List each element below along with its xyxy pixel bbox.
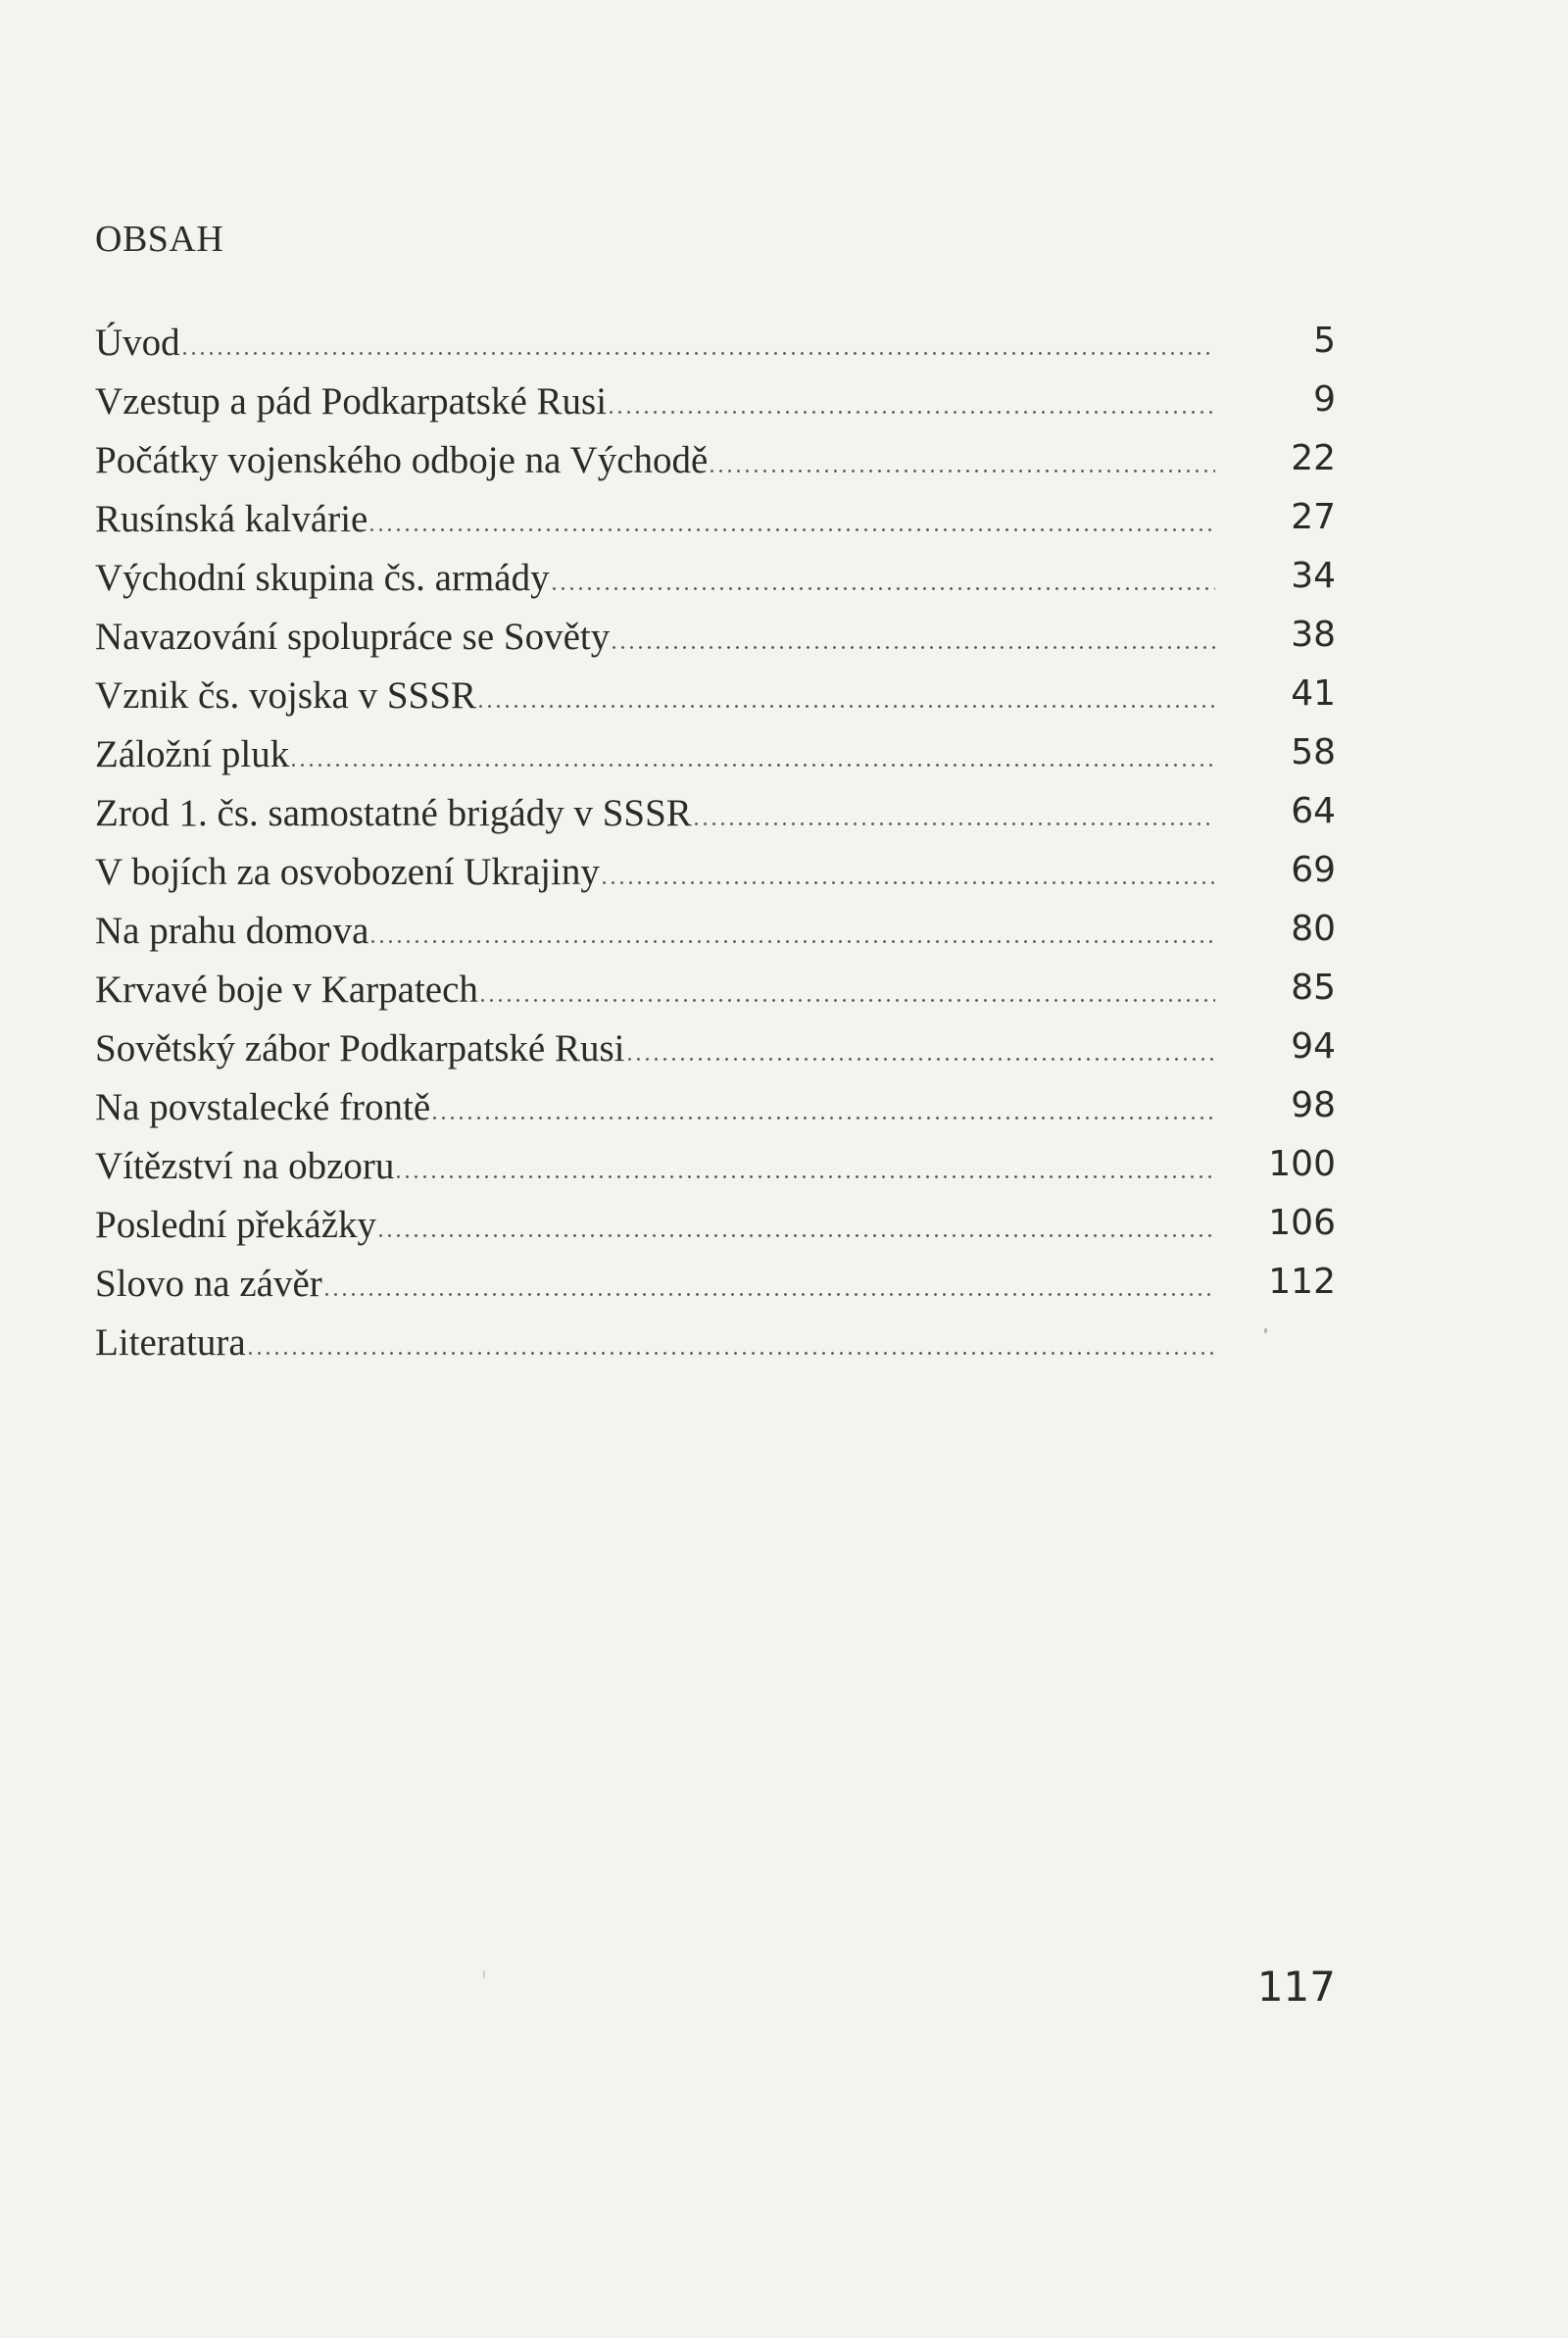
toc-entry-title: Na prahu domova <box>95 910 369 952</box>
dot-leader <box>180 352 1215 355</box>
toc-entry-title: Vznik čs. vojska v SSSR <box>95 674 476 717</box>
toc-entry <box>95 791 1336 850</box>
dot-leader <box>322 1293 1215 1296</box>
toc-entry-page: 34 <box>1291 556 1336 596</box>
toc-entry-title: Zrod 1. čs. samostatné brigády v SSSR <box>95 792 692 834</box>
toc-entry <box>95 1026 1336 1085</box>
toc-entry-page: 100 <box>1268 1144 1336 1184</box>
dot-leader <box>368 940 1215 943</box>
toc-entry-title: Úvod <box>95 322 180 364</box>
toc-entry-page: 69 <box>1291 850 1336 890</box>
toc-entry-title: Slovo na závěr <box>95 1263 322 1305</box>
toc-entry <box>95 732 1336 791</box>
toc-entry-title: Rusínská kalvárie <box>95 498 368 540</box>
toc-entry <box>95 1320 1336 1379</box>
dot-leader <box>289 764 1215 767</box>
toc-entry-title: Na povstalecké frontě <box>95 1086 431 1128</box>
toc-entry <box>95 850 1336 909</box>
toc-entry-page: 80 <box>1291 909 1336 949</box>
dot-leader <box>600 881 1215 884</box>
toc-entry-title: Sovětský zábor Podkarpatské Rusi <box>95 1027 625 1070</box>
toc-entry <box>95 909 1336 968</box>
toc-entry-page: 106 <box>1268 1203 1336 1243</box>
toc-entry-page: 9 <box>1313 379 1336 420</box>
table-of-contents <box>95 321 1336 1379</box>
toc-entry-page: 58 <box>1291 732 1336 772</box>
toc-entry <box>95 497 1336 556</box>
toc-entry <box>95 1203 1336 1262</box>
dot-leader <box>476 705 1215 708</box>
toc-entry-page: 94 <box>1291 1026 1336 1067</box>
dot-leader <box>246 1352 1215 1355</box>
dot-leader <box>625 1058 1215 1061</box>
toc-entry <box>95 673 1336 732</box>
toc-entry <box>95 615 1336 673</box>
toc-entry-page: 98 <box>1291 1085 1336 1125</box>
toc-entry-page: 38 <box>1291 615 1336 655</box>
contents-heading: OBSAH <box>95 219 224 260</box>
toc-entry <box>95 1085 1336 1144</box>
dot-leader <box>368 528 1215 531</box>
print-speck <box>1264 1328 1267 1333</box>
toc-entry-title: Vzestup a pád Podkarpatské Rusi <box>95 380 608 423</box>
dot-leader <box>692 822 1215 825</box>
toc-entry <box>95 321 1336 379</box>
toc-entry-title: Navazování spolupráce se Sověty <box>95 616 611 658</box>
toc-entry-page: 41 <box>1291 673 1336 714</box>
toc-entry-page: 5 <box>1313 321 1336 361</box>
toc-entry-title: Literatura <box>95 1321 246 1364</box>
toc-entry <box>95 556 1336 615</box>
page-number: 117 <box>1256 1963 1336 2011</box>
dot-leader <box>610 646 1215 649</box>
toc-entry-title: V bojích za osvobození Ukrajiny <box>95 851 600 893</box>
toc-entry <box>95 438 1336 497</box>
toc-entry-title: Vítězství na obzoru <box>95 1145 395 1187</box>
toc-entry-title: Východní skupina čs. armády <box>95 557 550 599</box>
toc-entry-page: 85 <box>1291 968 1336 1008</box>
dot-leader <box>708 470 1215 473</box>
toc-entry-title: Počátky vojenského odboje na Východě <box>95 439 709 481</box>
toc-entry-title: Záložní pluk <box>95 733 290 775</box>
toc-entry-page: 64 <box>1291 791 1336 831</box>
dot-leader <box>430 1117 1215 1119</box>
toc-entry-page: 112 <box>1268 1262 1336 1302</box>
toc-entry-title: Poslední překážky <box>95 1204 377 1246</box>
dot-leader <box>394 1175 1215 1178</box>
dot-leader <box>376 1234 1215 1237</box>
dot-leader <box>550 587 1215 590</box>
print-speck <box>483 1970 485 1978</box>
toc-entry <box>95 1262 1336 1320</box>
dot-leader <box>607 411 1215 414</box>
dot-leader <box>478 999 1215 1002</box>
toc-entry <box>95 1144 1336 1203</box>
toc-entry-page: 27 <box>1291 497 1336 537</box>
toc-entry-page: 22 <box>1291 438 1336 478</box>
toc-entry-title: Krvavé boje v Karpatech <box>95 969 478 1011</box>
toc-entry <box>95 379 1336 438</box>
toc-entry <box>95 968 1336 1026</box>
